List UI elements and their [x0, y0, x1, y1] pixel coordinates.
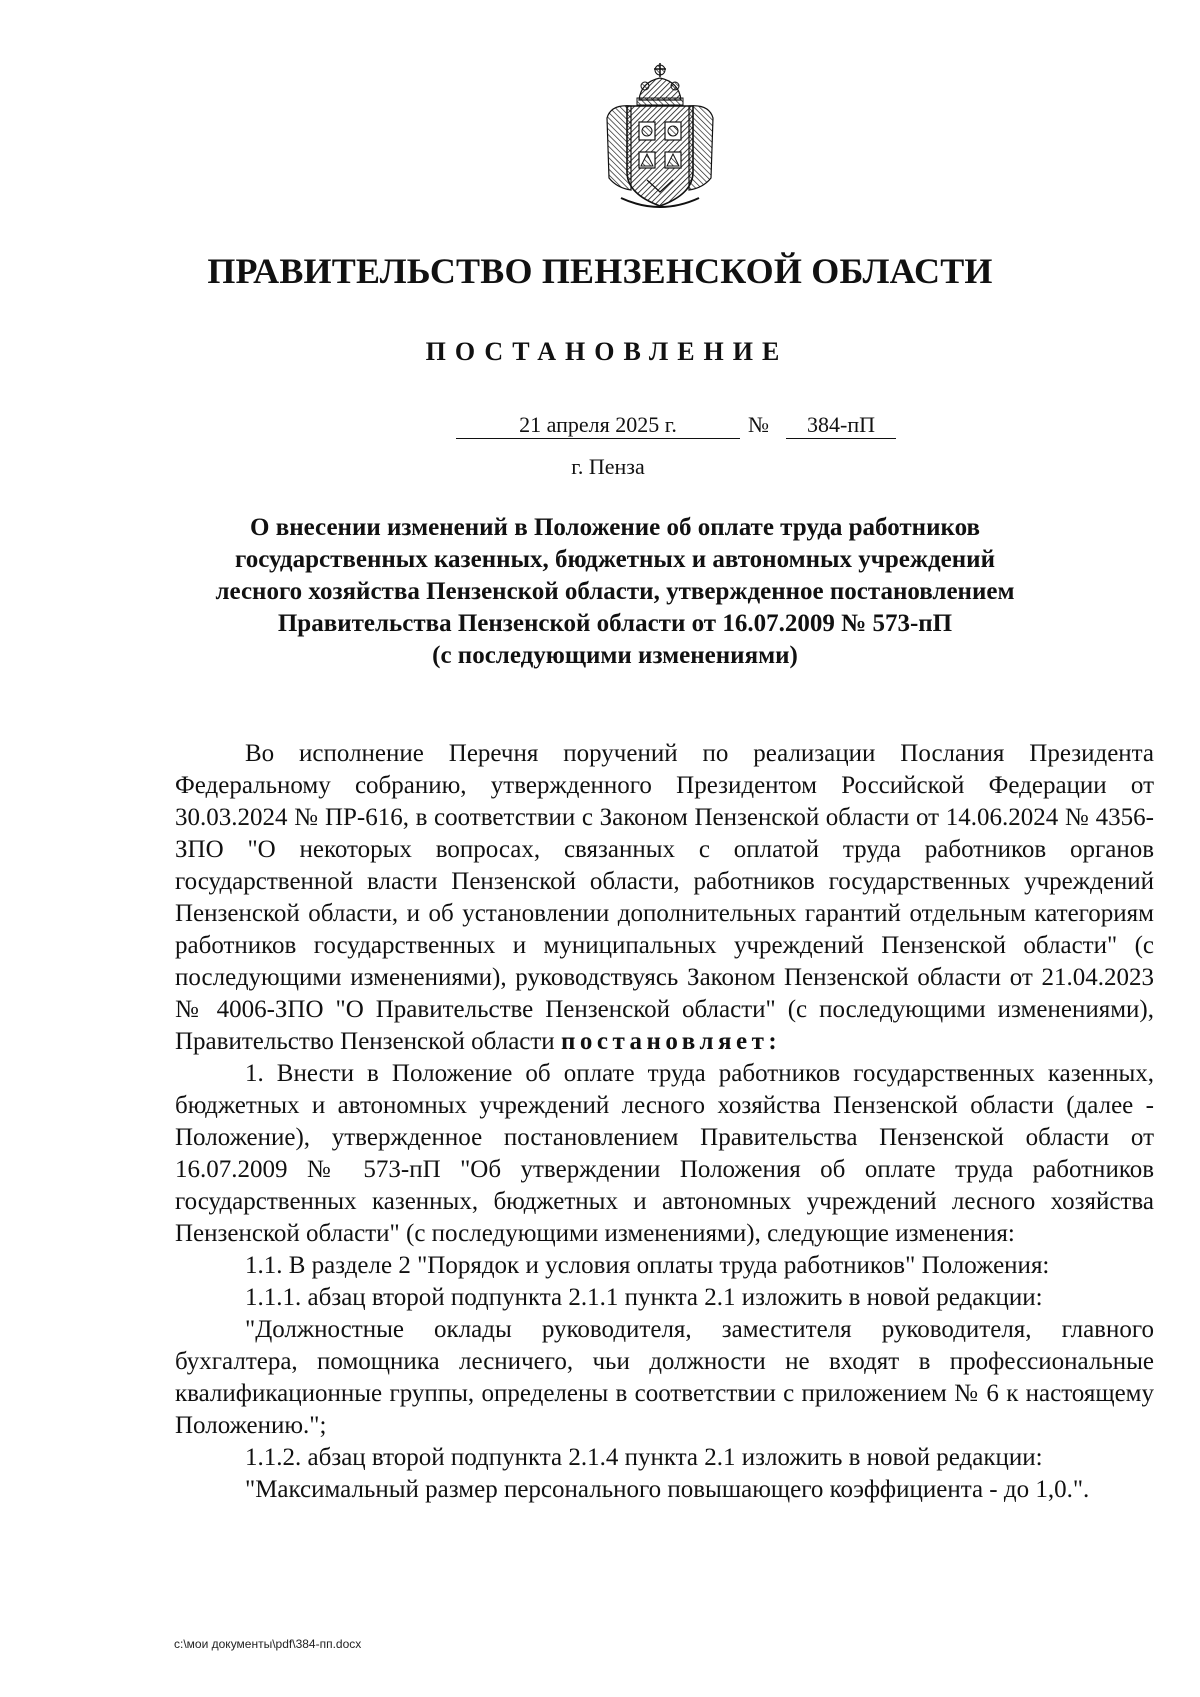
subject-line: государственных казенных, бюджетных и автономных учреждений: [235, 546, 995, 573]
decree-date: 21 апреля 2025 г.: [456, 412, 740, 439]
body-paragraph: 1. Внести в Положение об оплате труда работников государственных казенных, бюджетных и автономных учреждений лесного хозяйства Пензенской области (далее - Положение), утвержденное постановлением Правительства Пензенской области от 16.07.2009 № 573-пП "Об утверждении Положения об оплате труда работников государственных казенных, бюджетных и автономных учреждений лесного хозяйства Пензенской области" (с последующими изменениями), следующие изменения:: [175, 1060, 1154, 1247]
decree-body: [175, 738, 1154, 1506]
body-paragraph: 1.1. В разделе 2 "Порядок и условия оплаты труда работников" Положения:: [245, 1252, 1050, 1279]
body-paragraph: 1.1.1. абзац второй подпункта 2.1.1 пункта 2.1 изложить в новой редакции:: [245, 1284, 1043, 1311]
coat-of-arms-icon: [601, 60, 719, 210]
body-paragraph: "Максимальный размер персонального повышающего коэффициента - до 1,0.".: [245, 1476, 1090, 1503]
subject-line: (с последующими изменениями): [432, 642, 798, 669]
preamble-keyword: постановляет:: [560, 1028, 782, 1055]
decree-number: 384-пП: [786, 412, 896, 439]
preamble-text: Во исполнение Перечня поручений по реализации Послания Президента Федеральному собранию, утвержденного Президентом Российской Федерации от 30.03.2024 № ПР-616, в соответствии с Законом Пензенской области от 14.06.2024 № 4356-ЗПО "О некоторых вопросах, связанных с оплатой труда работников органов государственной власти Пензенской области, работников государственных учреждений Пензенской области, и об установлении дополнительных гарантий отдельным категориям работников государственных и муниципальных учреждений Пензенской области" (с последующими изменениями), руководствуясь Законом Пензенской области от 21.04.2023 № 4006-ЗПО "О Правительстве Пензенской области" (с последующими изменениями), Правительство Пензенской области: [175, 740, 1154, 1055]
government-title: ПРАВИТЕЛЬСТВО ПЕНЗЕНСКОЙ ОБЛАСТИ: [207, 251, 993, 291]
body-paragraph: "Должностные оклады руководителя, заместителя руководителя, главного бухгалтера, помощника лесничего, чьи должности не входят в профессиональные квалификационные группы, определены в соответствии с приложением № 6 к настоящему Положению.";: [175, 1316, 1154, 1439]
document-type-title: ПОСТАНОВЛЕНИЕ: [425, 337, 789, 366]
footer-file-path: c:\мои документы\pdf\384-пп.docx: [174, 1637, 362, 1651]
body-paragraph: 1.1.2. абзац второй подпункта 2.1.4 пункта 2.1 изложить в новой редакции:: [245, 1444, 1043, 1471]
number-sign: №: [748, 412, 769, 437]
subject-line: лесного хозяйства Пензенской области, утвержденное постановлением: [215, 578, 1015, 605]
decree-subject: [150, 512, 1080, 672]
subject-line: Правительства Пензенской области от 16.07.2009 № 573-пП: [277, 610, 953, 637]
subject-line: О внесении изменений в Положение об оплате труда работников: [250, 514, 980, 541]
preamble-paragraph: [175, 738, 1154, 1058]
city-name: г. Пенза: [571, 454, 645, 479]
